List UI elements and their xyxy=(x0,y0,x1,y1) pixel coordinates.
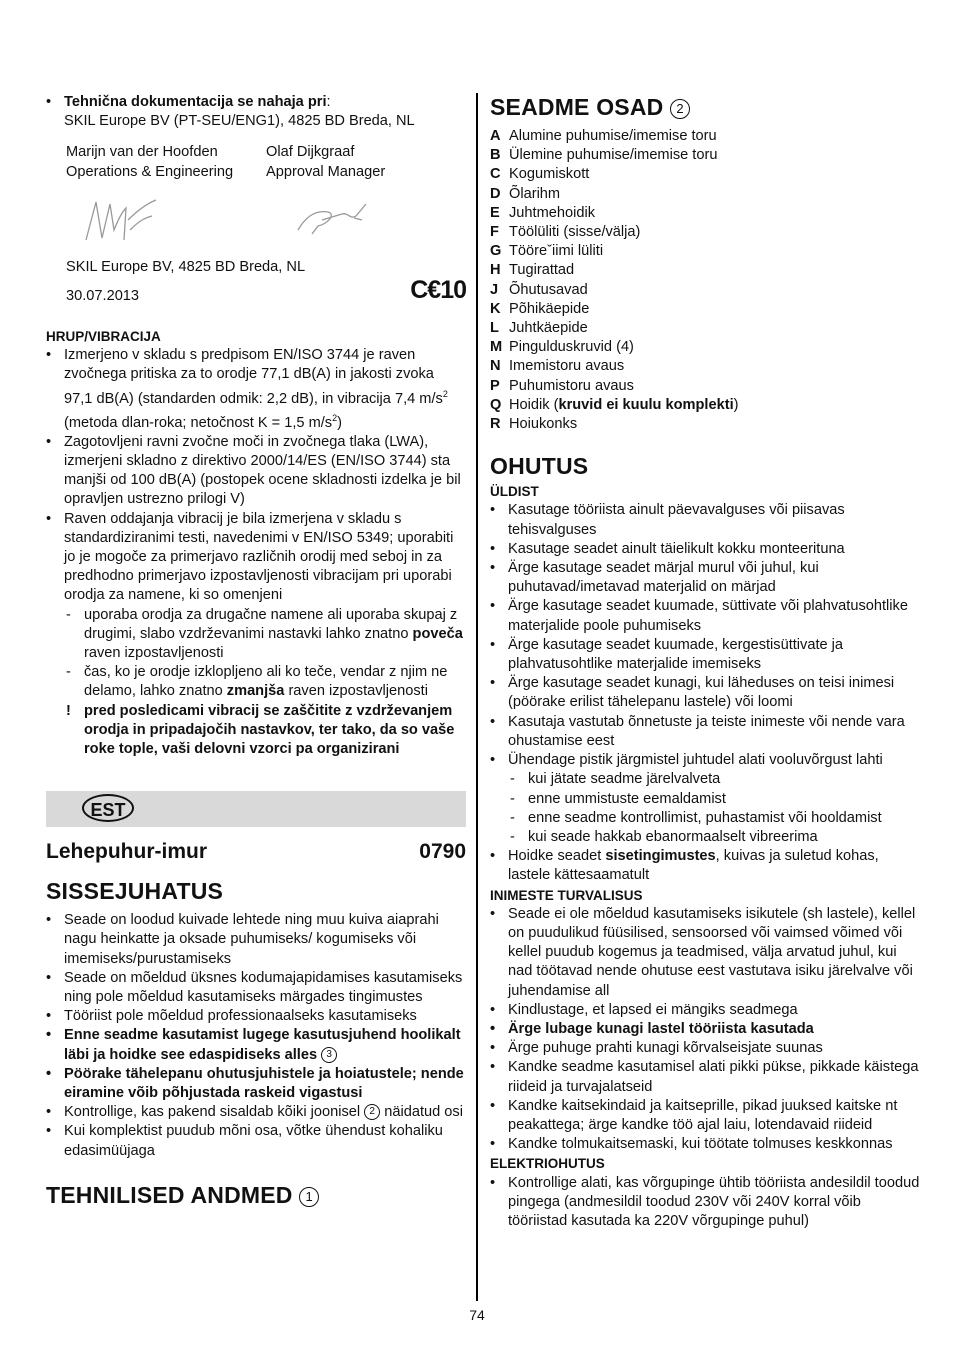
right-column xyxy=(490,93,920,1231)
safety-subitem: - enne seadme kontrollimist, puhastamist või hooldamist xyxy=(508,809,920,828)
people-item: • Seade ei ole mõeldud kasutamiseks isikutele (sh lastele), kellel on puudulikud füüsilised, sensoorsed või vaimsed võimed või kellel puudub kogemus ja teadmised, välja arvatud juhul, kui nad töötavad nende ohutuse eest vastutava isiku järelvalve või juhendamise all xyxy=(490,905,920,1001)
parts-list-tail xyxy=(490,396,920,434)
part-item xyxy=(490,319,920,338)
intro-item: • Seade on mõeldud üksnes kodumajapidamises kasutamiseks ning pole mõeldud kasutamiseks märgades tingimustes xyxy=(46,969,466,1007)
safety-subitem: - kui seade hakkab ebanormaalselt vibreerima xyxy=(508,828,920,847)
part-item: Q Hoidik (kruvid ei kuulu komplekti) xyxy=(490,396,739,413)
part-key: L xyxy=(490,320,499,337)
people-heading: INIMESTE TURVALISUS xyxy=(490,887,643,903)
intro-item: • Kui komplektist puudub mõni osa, võtke ühendust kohaliku edasimüüjaga xyxy=(46,1122,466,1160)
noise-subitem: - čas, ko je orodje izklopljeno ali ko teče, vendar z njim ne delamo, lahko znatno zmanjša raven izpostavljenosti xyxy=(64,663,466,701)
safety-item: • Kasutaja vastutab õnnetuste ja teiste inimeste või nende vara ohustamise eest xyxy=(490,713,920,751)
safety-item: • Kasutage seadet ainult täielikult kokku monteerituna xyxy=(490,540,920,559)
column-divider xyxy=(476,93,478,1301)
part-item xyxy=(490,357,920,376)
elec-heading: ELEKTRIOHUTUS xyxy=(490,1156,605,1172)
part-label: Ülemine puhumise/imemise toru xyxy=(509,147,718,164)
handwritten-signature-image xyxy=(66,190,426,250)
part-item xyxy=(490,146,920,165)
safety-heading: OHUTUS xyxy=(490,453,589,480)
safety-subitem: - enne ummistuste eemaldamist xyxy=(508,790,920,809)
noise-warning: ! pred posledicami vibracij se zaščitite z vzdrževanjem orodja in pripadajočih nastavkov, ter tako, da so vaše roke tople, vaši delovni vzorci pa organizirani xyxy=(64,702,466,760)
signer1-title: Operations & Engineering xyxy=(66,163,234,180)
people-item: • Kandke seadme kasutamisel alati pikki pükse, pikkade käistega riideid ja turvajalatseid xyxy=(490,1058,920,1096)
part-key: H xyxy=(490,262,501,279)
noise-subitem: - uporaba orodja za drugačne namene ali uporaba skupaj z drugimi, slabo vzdrževanimi nastavki lahko znatno poveča raven izpostavljenosti xyxy=(64,606,466,664)
part-item xyxy=(490,127,920,146)
part-key: P xyxy=(490,377,500,394)
noise-item: • Zagotovljeni ravni zvočne moči in zvočnega tlaka (LWA), izmerjeni skladno z direktivo 2000/14/ES (EN/ISO 3744) sta manjši od 100 dB(A) (postopek ocene skladnosti izdelka je bil opravljen ustrezno prilogi V) xyxy=(46,433,466,510)
signers xyxy=(66,143,466,181)
noise-item: • Izmerjeno v skladu s predpisom EN/ISO 3744 je raven zvočnega pritiska za to orodje 77,1 dB(A) in jakosti zvoka 97,1 dB(A) (standarden odmik: 2,2 dB), in vibracija 7,4 $m/s^2$ (metoda dlan-roka; netočnost K = 1,5 $m/s^2$) xyxy=(46,346,466,433)
date-row xyxy=(66,276,466,313)
figure-ref: 2 xyxy=(364,1104,380,1120)
safety-subitem: - kui jätate seadme järelvalveta xyxy=(508,770,920,789)
product-title-row xyxy=(46,839,466,865)
part-item xyxy=(490,242,920,261)
people-item: • Kandke kaitsekindaid ja kaitseprille, pikad juuksed kaitske nt peakattega; ärge kandke töö ajal laiu, lotendavaid riideid xyxy=(490,1097,920,1135)
part-label: Õhutusavad xyxy=(509,281,588,298)
elec-item: • Kontrollige alati, kas võrgupinge ühtib tööriista andesildil toodud pingega (andmesildil toodud 230V või 240V korral võib tööriistad kasutada ka 220V võrgupinge puhul) xyxy=(490,1174,920,1232)
part-key: F xyxy=(490,224,499,241)
safety-item: • Kasutage tööriista ainult päevavalguses või piisavas tehisvalguses xyxy=(490,501,920,539)
company-address: SKIL Europe BV, 4825 BD Breda, NL xyxy=(66,258,306,275)
part-key: N xyxy=(490,358,501,375)
noise-item: • Raven oddajanja vibracij je bila izmerjena v skladu s standardiziranimi testi, navedenimi v EN/ISO 5349; uporabiti jo je mogoče za primerjavo različnih orodij med seboj in za predhodno primerjavo izpostavljenosti vibracijam pri uporabi orodja za namene, ki so omenjeni - uporaba orodja za drugačne namene ali uporaba skupaj z drugimi, slabo vzdrževanimi nastavki lahko znatno poveča raven izpostavljenosti - čas, ko je orodje izklopljeno ali ko teče, vendar z njim ne delamo, lahko znatno zmanjša raven izpostavljenosti ! pred posledicami vibracij se zaščitite z vzdrževanjem orodja in pripadajočih nastavkov, ter tako, da so vaše roke tople, vaši delovni vzorci pa organizirani xyxy=(46,510,466,760)
part-label: Tööreˇiimi lüliti xyxy=(509,243,604,260)
intro-item: • Kontrollige, kas pakend sisaldab kõiki joonisel 2 näidatud osi xyxy=(46,1103,466,1122)
intro-item: • Seade on loodud kuivade lehtede ning muu kuiva aiaprahi nagu heinkatte ja oksade puhumiseks/ kogumiseks või imemiseks/purustamiseks xyxy=(46,911,466,969)
part-key: M xyxy=(490,339,503,356)
part-key: B xyxy=(490,147,501,164)
ce-mark: C€10 xyxy=(410,276,466,305)
part-label: Juhtkäepide xyxy=(509,320,588,337)
part-label: Juhtmehoidik xyxy=(509,204,595,221)
safety-item: • Ühendage pistik järgmistel juhtudel alati vooluvõrgust lahti - kui jätate seadme järelvalveta - enne ummistuste eemaldamist - enne seadme kontrollimist, puhastamist või hooldamist - kui seade hakkab ebanormaalselt vibreerima xyxy=(490,751,920,847)
signer2-title: Approval Manager xyxy=(266,163,386,180)
part-key: J xyxy=(490,281,499,298)
part-label: Tugirattad xyxy=(509,262,575,279)
date: 30.07.2013 xyxy=(66,288,140,305)
part-key: A xyxy=(490,128,501,144)
noise-heading: HRUP/VIBRACIJA xyxy=(46,329,161,345)
part-item xyxy=(490,281,920,300)
signer2-name: Olaf Dijkgraaf xyxy=(266,144,355,161)
part-label: Töölüliti (sisse/välja) xyxy=(509,224,641,241)
parts-list xyxy=(490,127,920,396)
part-item: R Hoiukonks xyxy=(490,416,578,433)
safety-item: • Ärge kasutage seadet kunagi, kui läheduses on teisi inimesi (pöörake erilist tähelepanu lastele) või loomi xyxy=(490,674,920,712)
left-column xyxy=(46,93,466,1209)
part-label: Kogumiskott xyxy=(509,166,590,183)
part-item xyxy=(490,338,920,357)
language-badge: EST xyxy=(82,794,134,822)
part-item xyxy=(490,300,920,319)
part-key: G xyxy=(490,243,502,260)
part-label: Alumine puhumise/imemise toru xyxy=(509,128,717,144)
signer1-name: Marijn van der Hoofden xyxy=(66,144,218,161)
part-key: K xyxy=(490,300,501,317)
people-item: • Ärge lubage kunagi lastel tööriista kasutada xyxy=(490,1020,920,1039)
page-number: 74 xyxy=(469,1307,485,1323)
safety-item: • Hoidke seadet sisetingimustes, kuivas ja suletud kohas, lastele kättesaamatult xyxy=(490,847,920,885)
language-bar xyxy=(46,791,466,827)
figure-ref: 3 xyxy=(321,1047,337,1063)
part-key: D xyxy=(490,185,501,202)
intro-heading: SISSEJUHATUS xyxy=(46,878,224,905)
tech-heading: TEHNILISED ANDMED 1 xyxy=(46,1181,466,1209)
part-item xyxy=(490,223,920,242)
figure-ref: 1 xyxy=(299,1187,319,1207)
part-label: Pingulduskruvid (4) xyxy=(509,339,634,356)
intro-item: • Tööriist pole mõeldud professionaalseks kasutamiseks xyxy=(46,1007,466,1026)
safety-item: • Ärge kasutage seadet kuumade, süttivate või plahvatusohtlike materjalide poole puhumiseks xyxy=(490,597,920,635)
safety-item: • Ärge kasutage seadet kuumade, kergestisüttivate ja plahvatusohtlike materjalide imemiseks xyxy=(490,636,920,674)
general-heading: ÜLDIST xyxy=(490,484,539,500)
signatures xyxy=(66,190,466,250)
part-label: Õlarihm xyxy=(509,185,561,202)
parts-heading: SEADME OSAD 2 xyxy=(490,93,920,121)
part-item xyxy=(490,204,920,223)
part-key: C xyxy=(490,166,501,183)
intro-item: • Enne seadme kasutamist lugege kasutusjuhend hoolikalt läbi ja hoidke see edaspidiseks alles 3 xyxy=(46,1026,466,1064)
part-label: Puhumistoru avaus xyxy=(509,377,634,394)
part-item xyxy=(490,261,920,280)
part-label: Imemistoru avaus xyxy=(509,358,625,375)
part-label: Põhikäepide xyxy=(509,300,590,317)
part-item xyxy=(490,185,920,204)
product-name: Lehepuhur-imur xyxy=(46,840,207,864)
product-code: 0790 xyxy=(419,840,466,864)
part-key: E xyxy=(490,204,500,221)
part-item xyxy=(490,377,920,396)
safety-item: • Ärge kasutage seadet märjal murul või juhul, kui puhutavad/imetavad materjalid on märjad xyxy=(490,559,920,597)
people-item: • Kandke tolmukaitsemaski, kui töötate tolmuses keskkonnas xyxy=(490,1135,920,1154)
people-item: • Kindlustage, et lapsed ei mängiks seadmega xyxy=(490,1001,920,1020)
part-item xyxy=(490,165,920,184)
figure-ref: 2 xyxy=(670,99,690,119)
techdoc-item: • Tehnična dokumentacija se nahaja pri: SKIL Europe BV (PT-SEU/ENG1), 4825 BD Breda, NL xyxy=(46,93,466,131)
intro-item: • Pöörake tähelepanu ohutusjuhistele ja hoiatustele; nende eiramine võib põhjustada raskeid vigastusi xyxy=(46,1065,466,1103)
people-item: • Ärge puhuge prahti kunagi kõrvalseisjate suunas xyxy=(490,1039,920,1058)
